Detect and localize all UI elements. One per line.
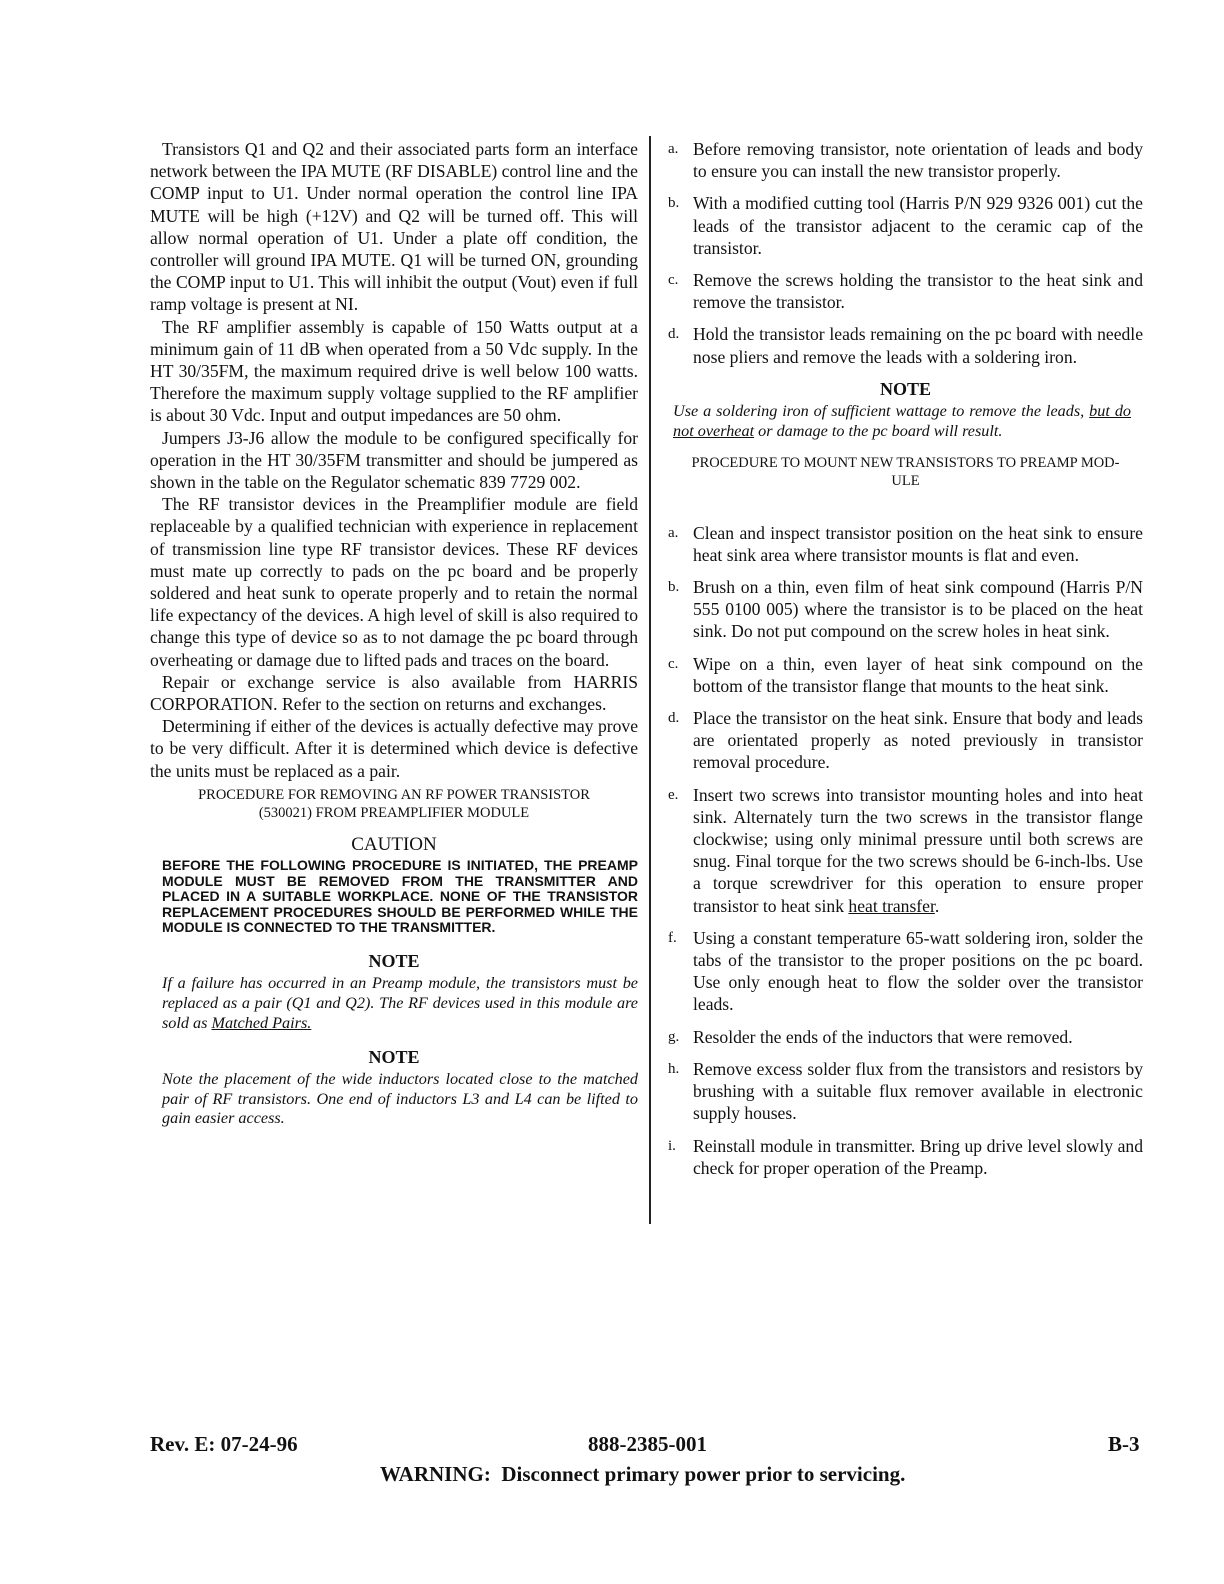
note-title: NOTE — [879, 378, 931, 399]
list-item — [668, 269, 1143, 313]
footer-page-number: B-3 — [1108, 1432, 1140, 1456]
list-item — [668, 1026, 1143, 1048]
step-label: h. — [668, 1060, 680, 1077]
heading-line: (530021) FROM PREAMPLIFIER MODULE — [258, 804, 530, 821]
step-label: c. — [668, 272, 679, 289]
step-label: c. — [668, 655, 679, 672]
step-text: With a modified cutting tool (Harris P/N 929 9326 001) cut the leads of the transistor adjacent to the ceramic cap of the transistor. — [693, 193, 1143, 258]
step-underlined-text: heat transfer — [848, 895, 935, 916]
list-item — [668, 784, 1143, 917]
note-title: NOTE — [368, 951, 420, 972]
step-text: Using a constant temperature 65-watt soldering iron, solder the tabs of the transistor to the proper positions on the pc board. Use only enough heat to flow the solder over the transistor leads. — [693, 927, 1143, 1015]
mount-procedure-heading — [668, 454, 1143, 490]
right-column — [668, 138, 1143, 1189]
step-text: Place the transistor on the heat sink. Ensure that body and leads are orientated properly as noted previously in transistor removal procedure. — [693, 708, 1143, 773]
step-label: b. — [668, 195, 680, 212]
note-text-end: or damage to the pc board will result. — [758, 421, 1003, 440]
step-text: Before removing transistor, note orientation of leads and body to ensure you can install the new transistor properly. — [693, 139, 1143, 182]
step-text-body: Insert two screws into transistor mounting holes and into heat sink. Alternately turn the two screws in the transistor flange clockwise; using only minimal pressure until both screws are snug. Final torque for the two screws should be 6-inch-lbs. Use a torque screwdriver for this operation to ensure proper transistor to heat sink — [693, 784, 1143, 916]
note-text: Note the placement of the wide inductors located close to the matched pair of RF transistors. One end of inductors L3 and L4 can be lifted to gain easier access. — [162, 1069, 638, 1128]
heading-line: PROCEDURE TO MOUNT NEW TRANSISTORS TO PREAMP MOD- — [691, 454, 1120, 471]
step-text: Remove the screws holding the transistor to the heat sink and remove the transistor. — [693, 270, 1143, 313]
list-item — [668, 927, 1143, 1016]
step-text: Clean and inspect transistor position on the heat sink to ensure heat sink area where transistor mounts is flat and even. — [693, 522, 1143, 565]
footer-doc-number: 888-2385-001 — [588, 1432, 707, 1456]
note-title: NOTE — [368, 1046, 420, 1067]
left-column — [150, 138, 638, 1141]
list-item — [668, 1135, 1143, 1179]
footer-warning: WARNING: Disconnect primary power prior to servicing. — [380, 1462, 906, 1486]
list-item — [668, 1058, 1143, 1125]
list-item — [668, 138, 1143, 182]
caution-text: BEFORE THE FOLLOWING PROCEDURE IS INITIATED, THE PREAMP MODULE MUST BE REMOVED FROM THE TRANSMITTER AND PLACED IN A SUITABLE WORKPLACE. NONE OF THE TRANSISTOR REPLACEMENT PROCEDURES SHOULD BE PERFORMED WHILE THE MODULE IS CONNECTED TO THE TRANSMITTER. — [162, 857, 638, 936]
note-text — [162, 974, 638, 1033]
step-label: d. — [668, 326, 680, 343]
step-label: a. — [668, 524, 679, 541]
step-label: b. — [668, 579, 680, 596]
list-item — [668, 653, 1143, 697]
list-item — [668, 192, 1143, 259]
list-item — [668, 323, 1143, 367]
step-label: g. — [668, 1028, 680, 1045]
body-paragraph: Determining if either of the devices is actually defective may prove to be very difficult. After it is determined which device is defective the units must be replaced as a pair. — [150, 716, 638, 781]
step-label: i. — [668, 1137, 676, 1154]
note-underlined-text: Matched Pairs. — [211, 1013, 312, 1032]
step-text: Remove excess solder flux from the transistors and resistors by brushing with a suitable flux remover available in electronic supply houses. — [693, 1058, 1143, 1124]
step-text: Hold the transistor leads remaining on the pc board with needle nose pliers and remove the leads with a soldering iron. — [693, 324, 1143, 367]
heading-line: ULE — [891, 472, 920, 489]
list-item — [668, 522, 1143, 566]
step-text: Resolder the ends of the inductors that were removed. — [693, 1026, 1073, 1047]
note-text-start: Use a soldering iron of sufficient wattage to remove the leads, — [673, 402, 1085, 421]
heading-line: PROCEDURE FOR REMOVING AN RF POWER TRANSISTOR — [198, 786, 590, 803]
step-label: d. — [668, 710, 680, 727]
body-paragraph: Repair or exchange service is also available from HARRIS CORPORATION. Refer to the section on returns and exchanges. — [150, 671, 638, 715]
step-text: Wipe on a thin, even layer of heat sink compound on the bottom of the transistor flange that mounts to the heat sink. — [693, 653, 1143, 696]
step-text: Reinstall module in transmitter. Bring up drive level slowly and check for proper operation of the Preamp. — [693, 1135, 1143, 1178]
note-underlined-text: but do not overheat — [673, 402, 1132, 440]
list-item — [668, 576, 1143, 643]
caution-title: CAUTION — [351, 833, 437, 855]
list-item — [668, 707, 1143, 774]
body-paragraph: Transistors Q1 and Q2 and their associated parts form an interface network between the IPA MUTE (RF DISABLE) control line and the COMP input to U1. Under normal operation the control line IPA MUTE will be high (+12V) and Q2 will be turned off. This will allow normal operation of U1. Under a plate off condition, the controller will ground IPA MUTE. Q1 will be turned ON, grounding the COMP input to U1. This will inhibit the output (Vout) even if full ramp voltage is present at NI. — [150, 139, 638, 315]
body-paragraph: The RF amplifier assembly is capable of 150 Watts output at a minimum gain of 11 dB when operated from a 50 Vdc supply. In the HT 30/35FM, the maximum required drive is well below 100 watts. Therefore the maximum supply voltage supplied to the RF amplifier is about 30 Vdc. Input and output impedances are 50 ohm. — [150, 316, 638, 426]
step-text — [693, 784, 1143, 917]
body-paragraph: Jumpers J3-J6 allow the module to be configured specifically for operation in the HT 30/35FM transmitter and should be jumpered as shown in the table on the Regulator schematic 839 7729 002. — [150, 427, 638, 493]
step-label: e. — [668, 786, 679, 803]
removal-procedure-heading — [150, 786, 638, 822]
column-divider — [649, 136, 651, 1224]
body-paragraph: The RF transistor devices in the Preamplifier module are field replaceable by a qualified technician with experience in replacement of transmission line type RF transistor devices. These RF devices must mate up correctly to pads on the pc board and be properly soldered and heat sunk to operate properly and to retain the normal life expectancy of the devices. A high level of skill is also required to change this type of device so as to not damage the pc board through overheating or damage due to lifted pads and traces on the board. — [150, 494, 638, 670]
note-text — [673, 402, 1131, 442]
step-text: Brush on a thin, even film of heat sink compound (Harris P/N 555 0100 005) where the transistor is to be placed on the heat sink. Do not put compound on the screw holes in heat sink. — [693, 577, 1143, 642]
step-label: a. — [668, 141, 679, 157]
step-label: f. — [668, 929, 677, 946]
step-text-after: . — [934, 895, 940, 916]
footer-revision: Rev. E: 07-24-96 — [150, 1432, 298, 1456]
note-text-body: If a failure has occurred in an Preamp module, the transistors must be replaced as a pair (Q1 and Q2). The RF devices used in this module are sold as — [162, 974, 638, 1032]
